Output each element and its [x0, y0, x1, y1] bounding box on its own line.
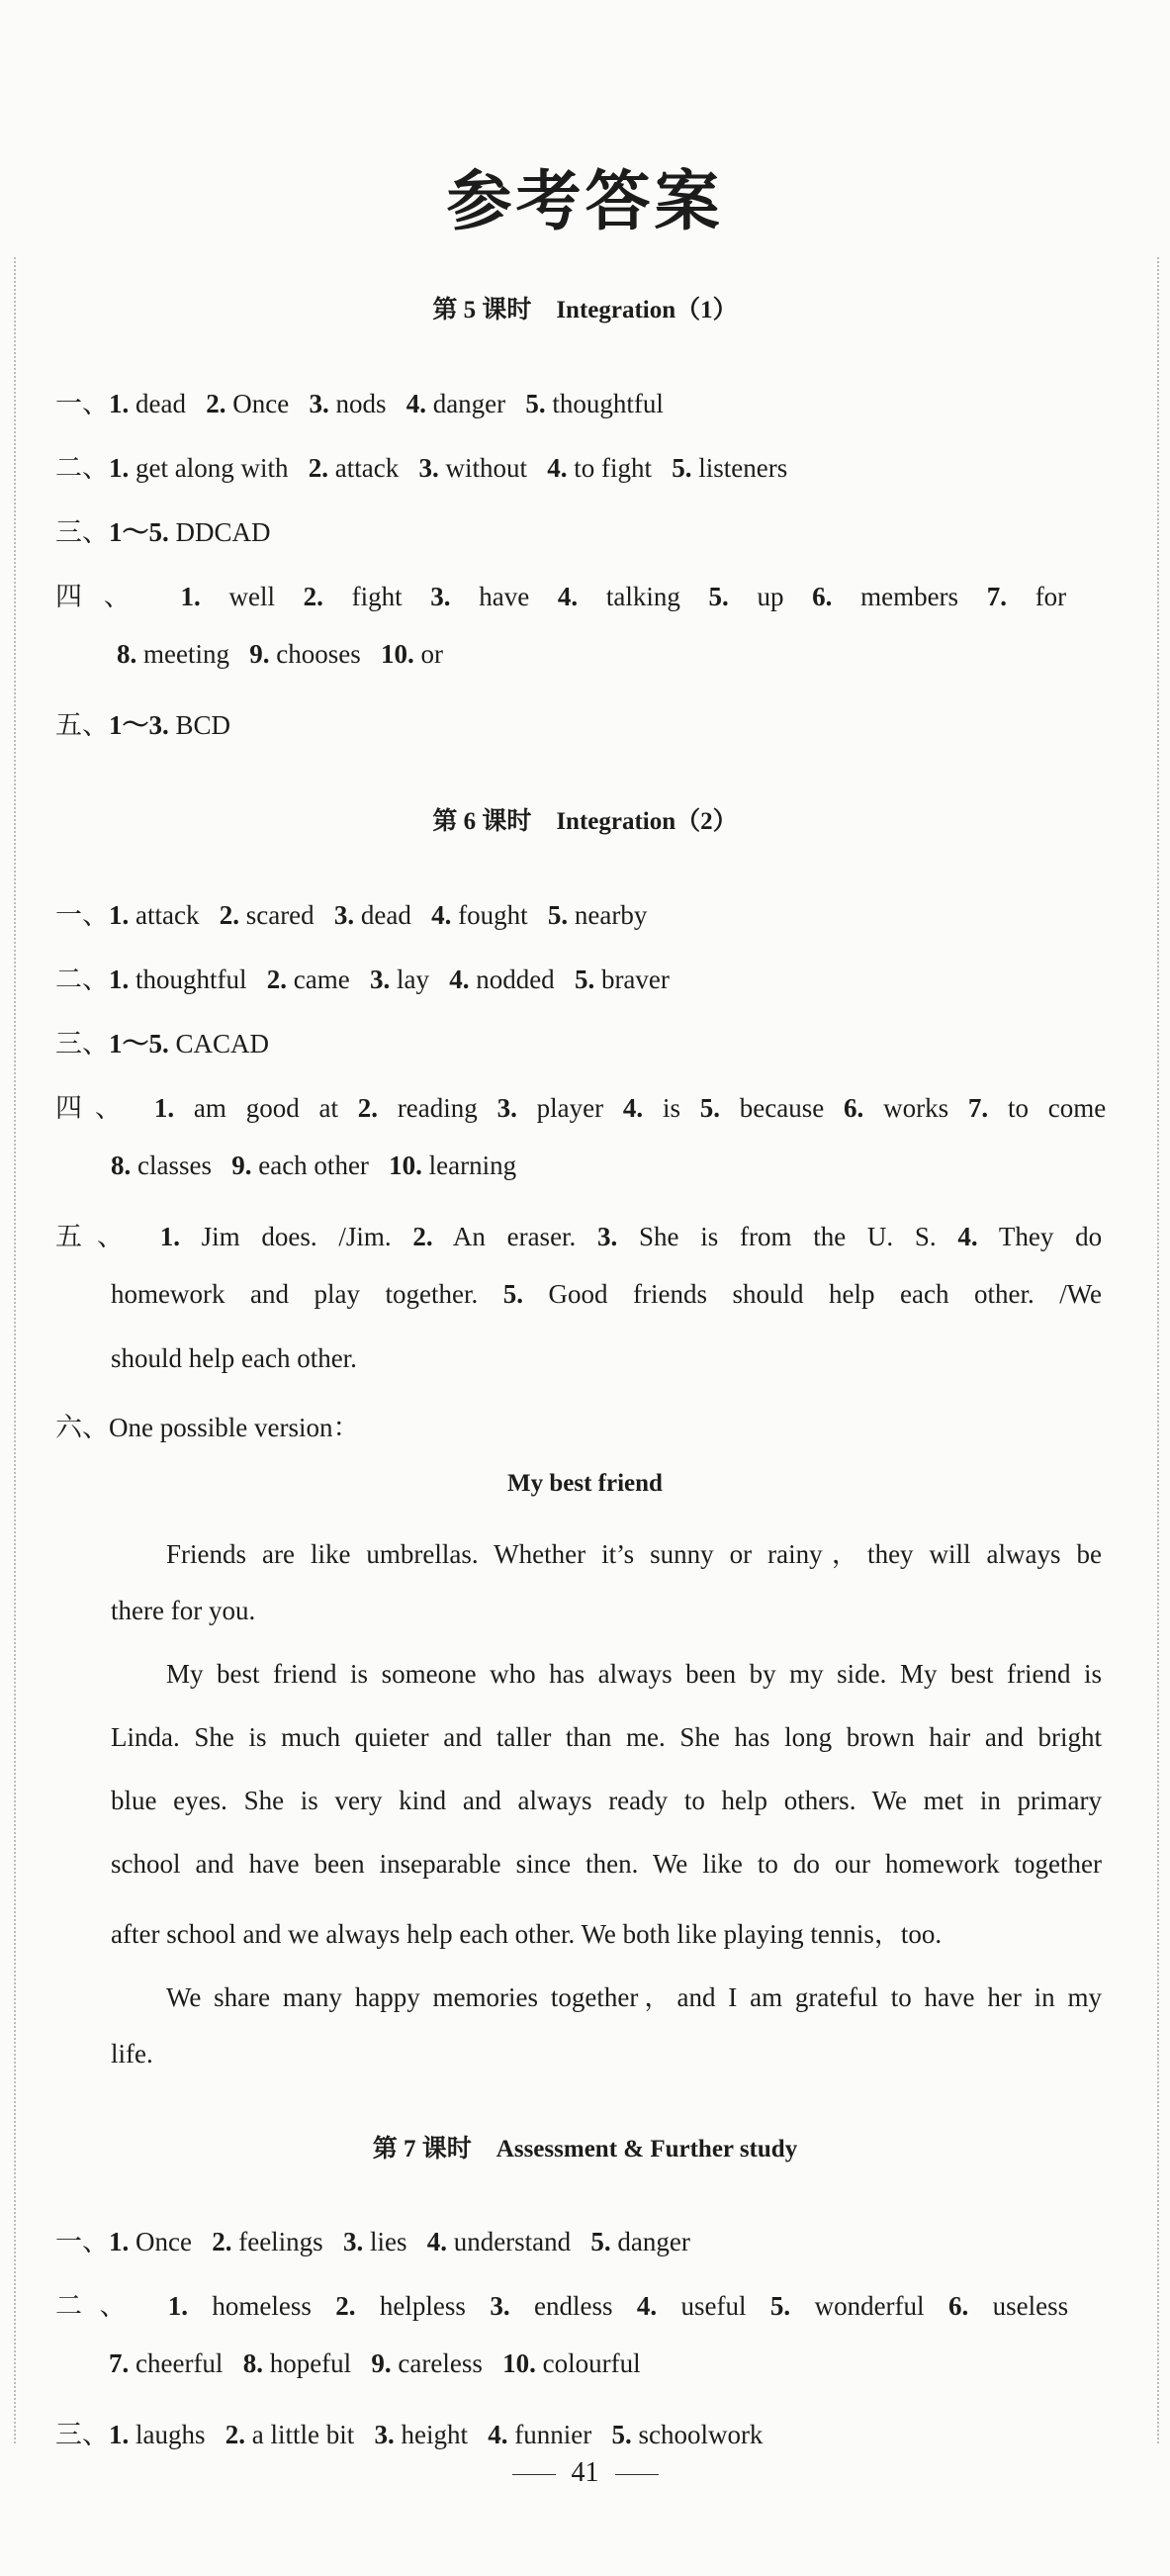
answer-text: danger [617, 2227, 690, 2256]
item-range: 1～5. [109, 1029, 169, 1058]
item-number: 6. [947, 2291, 969, 2321]
item-number: 3. [496, 1093, 517, 1123]
answer-text: Once [135, 2227, 192, 2256]
answer-text: Once [232, 389, 290, 418]
answer-text: fight [351, 582, 403, 611]
item-number: 7. [986, 582, 1007, 611]
item-number: 6. [844, 1093, 864, 1123]
item-number: 1. [159, 1222, 180, 1251]
item-number: 4. [488, 2420, 508, 2449]
answer-text: hopeful [269, 2348, 352, 2378]
answer-text: useful [680, 2291, 747, 2321]
answer-line [55, 958, 670, 996]
left-dotted-margin [14, 257, 16, 2443]
answer-text: Jim does. /Jim. [201, 1222, 392, 1251]
item-number: 2. [225, 2420, 245, 2449]
answer-line [55, 893, 647, 932]
item-number: 5. [525, 389, 546, 418]
answer-text: chooses [276, 639, 361, 669]
item-number: 3. [309, 389, 329, 418]
item-number: 2. [335, 2291, 356, 2321]
item-number: 10. [389, 1150, 422, 1180]
answer-text: meeting [143, 639, 229, 669]
answer-text: They do [998, 1222, 1103, 1251]
answer-text: nods [335, 389, 387, 418]
item-number: 3. [369, 965, 391, 994]
item-number: 8. [242, 2348, 263, 2378]
answer-line [55, 1022, 269, 1060]
answer-text: homeless [212, 2291, 312, 2321]
answer-text: attack [334, 453, 400, 483]
item-range: 1～3. [109, 710, 169, 740]
answer-text: each other [258, 1150, 369, 1180]
question-number: 五、 [55, 1222, 138, 1251]
answer-text: careless [398, 2348, 483, 2378]
answer-line [117, 639, 443, 670]
answer-line [55, 2413, 763, 2451]
section-heading-lesson-5: 第 5 课时 Integration（1） [432, 297, 738, 323]
item-number: 2. [219, 900, 239, 930]
essay-line: after school and we always help each other. We both like playing tennis，too. [111, 1919, 943, 1949]
item-number: 1. [109, 2420, 130, 2449]
answer-text: dead [360, 900, 411, 930]
answer-text: members [860, 582, 959, 611]
footer-dash [512, 2474, 556, 2475]
answer-text: without [445, 453, 527, 483]
item-number: 2. [357, 1093, 379, 1123]
answer-text: or [420, 639, 443, 669]
answer-text: to fight [574, 453, 652, 483]
answer-text: to come [1007, 1093, 1107, 1123]
item-number: 1. [109, 965, 130, 994]
item-number: 7. [109, 2348, 130, 2378]
answer-text: feelings [238, 2227, 323, 2256]
answer-text: player [536, 1093, 604, 1123]
item-number: 10. [380, 639, 414, 669]
answer-text: get along with [135, 453, 289, 483]
item-number: 2. [308, 453, 328, 483]
item-number: 4. [405, 389, 426, 418]
answer-text: CACAD [175, 1029, 270, 1058]
essay-line: Friends are like umbrellas. Whether it’s sunny or rainy，they will always be [166, 1539, 1102, 1569]
answer-text: listeners [698, 453, 788, 483]
item-number: 10. [502, 2348, 536, 2378]
answer-text: came [293, 965, 350, 994]
answer-line [55, 510, 271, 549]
answer-text: for [1035, 582, 1067, 611]
essay-line: there for you. [111, 1596, 256, 1625]
answer-text: useless [992, 2291, 1069, 2321]
answer-text: lies [369, 2227, 407, 2256]
answer-text: works [883, 1093, 949, 1123]
item-number: 5. [611, 2420, 632, 2449]
answer-text: cheerful [135, 2348, 224, 2378]
item-number: 2. [266, 965, 287, 994]
answer-text: up [757, 582, 784, 611]
answer-text: attack [135, 900, 200, 930]
item-number: 3. [597, 1222, 618, 1251]
answer-line [55, 1215, 1102, 1253]
answer-text: thoughtful [135, 965, 247, 994]
answer-text: DDCAD [175, 517, 271, 547]
essay-line: My best friend is someone who has always been by my side. My best friend is [166, 1659, 1102, 1689]
right-dotted-margin [1157, 257, 1159, 2443]
essay-line: life. [111, 2039, 153, 2069]
item-number: 3. [333, 900, 355, 930]
answer-text: learning [428, 1150, 517, 1180]
question-number: 三、 [55, 517, 109, 547]
item-number: 4. [957, 1222, 978, 1251]
item-number: 2. [212, 2227, 232, 2256]
item-number: 1. [167, 2291, 188, 2321]
answer-line [111, 1150, 516, 1181]
answer-line [55, 382, 664, 420]
item-number: 5. [672, 453, 692, 483]
answer-line-continued: should help each other. [111, 1343, 357, 1373]
answer-text: laughs [135, 2420, 206, 2449]
answer-text: talking [605, 582, 680, 611]
essay-line: Linda. She is much quieter and taller than me. She has long brown hair and bright [111, 1722, 1102, 1752]
question-number: 四、 [55, 1093, 135, 1123]
item-number: 7. [967, 1093, 989, 1123]
item-number: 3. [490, 2291, 510, 2321]
page-title: 参考答案 [446, 162, 724, 239]
answer-line [55, 575, 1066, 613]
answer-text: funnier [514, 2420, 592, 2449]
item-number: 3. [374, 2420, 395, 2449]
item-number: 5. [574, 965, 595, 994]
item-number: 2. [303, 582, 323, 611]
item-number: 2. [206, 389, 226, 418]
item-number: 4. [431, 900, 452, 930]
answer-text: wonderful [814, 2291, 925, 2321]
item-number: 4. [636, 2291, 658, 2321]
answer-text: thoughtful [552, 389, 664, 418]
question-number: 四、 [55, 582, 152, 611]
answer-text: lay [396, 965, 429, 994]
essay-title: My best friend [507, 1470, 663, 1497]
item-number: 5. [708, 582, 729, 611]
item-number: 8. [117, 639, 137, 669]
question-number: 三、 [55, 2420, 109, 2449]
answer-line [55, 703, 230, 742]
item-number: 1. [109, 389, 130, 418]
answer-line [55, 2284, 1068, 2323]
section-heading-lesson-7: 第 7 课时 Assessment & Further study [372, 2136, 798, 2162]
answer-text: well [228, 582, 275, 611]
item-number: 4. [622, 1093, 644, 1123]
answer-line [55, 2220, 690, 2258]
question-number: 三、 [55, 1029, 109, 1058]
item-number: 5. [699, 1093, 720, 1123]
answer-text: is [662, 1093, 680, 1123]
item-number: 1. [180, 582, 201, 611]
answer-text: scared [245, 900, 315, 930]
essay-line: school and have been inseparable since then. We like to do our homework together [111, 1849, 1102, 1879]
item-number: 1. [109, 2227, 130, 2256]
question-number: 一、 [55, 2227, 109, 2256]
item-number: 4. [426, 2227, 447, 2256]
question-number: 五、 [55, 710, 109, 740]
page-number: 41 [0, 2457, 1170, 2489]
answer-text: danger [432, 389, 506, 418]
answer-text: An eraser. [452, 1222, 577, 1251]
answer-text: am good at [193, 1093, 338, 1123]
answer-text: have [479, 582, 530, 611]
item-number: 3. [430, 582, 451, 611]
item-number: 9. [231, 1150, 252, 1180]
item-number: 5. [769, 2291, 791, 2321]
item-number: 3. [342, 2227, 364, 2256]
item-number: 6. [812, 582, 833, 611]
answer-text: colourful [542, 2348, 641, 2378]
answer-text: a little bit [251, 2420, 355, 2449]
answer-text: height [401, 2420, 468, 2449]
item-number: 8. [111, 1150, 132, 1180]
item-number: 4. [449, 965, 470, 994]
item-number: 5. [547, 900, 569, 930]
answer-text: nodded [476, 965, 555, 994]
item-number: 5. [590, 2227, 611, 2256]
question-number: 二、 [55, 965, 109, 994]
answer-text: schoolwork [638, 2420, 764, 2449]
answer-text: classes [137, 1150, 212, 1180]
answer-text: helpless [379, 2291, 466, 2321]
item-number: 1. [109, 453, 130, 483]
answer-text: nearby [574, 900, 648, 930]
answer-text: fought [458, 900, 528, 930]
answer-text: reading [397, 1093, 478, 1123]
item-number: 9. [371, 2348, 392, 2378]
question-number: 二、 [55, 2291, 144, 2321]
essay-line: blue eyes. She is very kind and always ready to help others. We met in primary [111, 1786, 1102, 1815]
answer-text: dead [135, 389, 186, 418]
item-number: 3. [418, 453, 439, 483]
question-number: 一、 [55, 389, 109, 418]
footer-dash [615, 2474, 659, 2475]
answer-line: 六、One possible version： [55, 1413, 360, 1442]
item-number: 4. [557, 582, 579, 611]
answer-text: braver [600, 965, 670, 994]
answer-line [55, 1086, 1106, 1125]
item-number: 1. [153, 1093, 175, 1123]
answer-text: because [739, 1093, 825, 1123]
item-number: 2. [412, 1222, 433, 1251]
answer-line [55, 446, 787, 485]
answer-text: endless [533, 2291, 613, 2321]
question-number: 一、 [55, 900, 109, 930]
answer-text: understand [453, 2227, 572, 2256]
essay-line: We share many happy memories together，and I am grateful to have her in my [166, 1982, 1102, 2012]
item-number: 9. [249, 639, 270, 669]
answer-line [109, 2348, 641, 2379]
answer-text: She is from the U. S. [639, 1222, 937, 1251]
item-number: 4. [547, 453, 568, 483]
section-heading-lesson-6: 第 6 课时 Integration（2） [432, 808, 738, 835]
answer-line-continued: homework and play together. 5. Good friends should help each other. /We [111, 1279, 1103, 1309]
answer-text: BCD [175, 710, 231, 740]
item-range: 1～5. [109, 517, 169, 547]
question-number: 二、 [55, 453, 109, 483]
item-number: 1. [109, 900, 130, 930]
